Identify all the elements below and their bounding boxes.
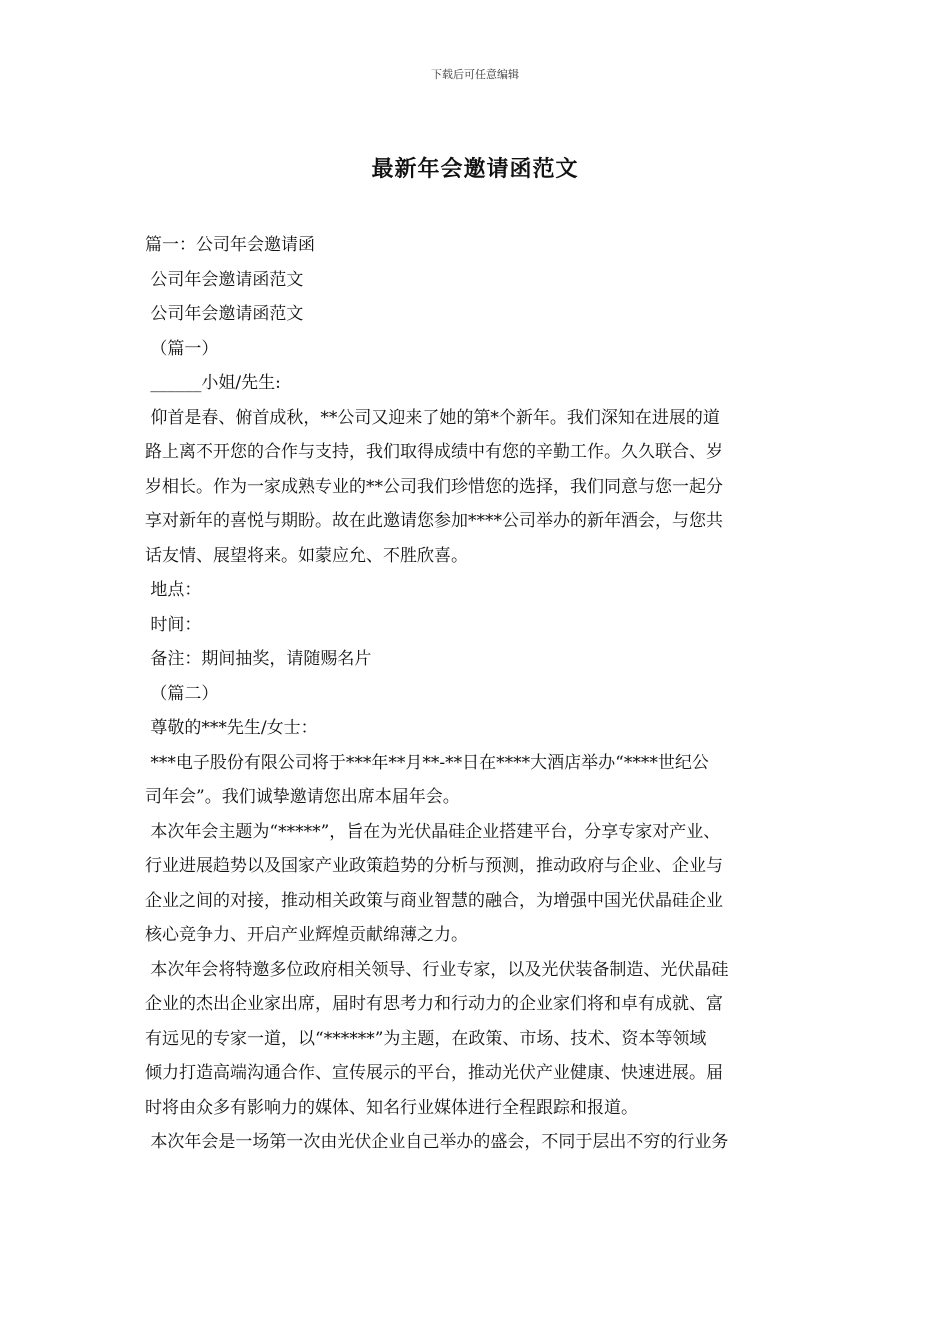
text-line: 本次年会主题为“*****”，旨在为光伏晶硅企业搭建平台，分享专家对产业、 (145, 821, 721, 842)
text-line: 岁相长。作为一家成熟专业的**公司我们珍惜您的选择，我们同意与您一起分 (145, 476, 723, 497)
text-line: ***电子股份有限公司将于***年**月**-**日在****大酒店举办“****世纪公 (145, 752, 709, 773)
text-line: 本次年会是一场第一次由光伏企业自己举办的盛会，不同于层出不穷的行业务 (145, 1132, 729, 1152)
text-line: 有远见的专家一道，以“******”为主题，在政策、市场、技术、资本等领域 (145, 1028, 707, 1049)
text-line: 仰首是春、俯首成秋，**公司又迎来了她的第*个新年。我们深知在进展的道 (145, 407, 720, 428)
text-line: 企业之间的对接，推动相关政策与商业智慧的融合，为增强中国光伏晶硅企业 (145, 890, 723, 911)
text-line: 核心竞争力、开启产业辉煌贡献绵薄之力。 (145, 925, 468, 945)
text-line: 地点： (145, 580, 202, 600)
text-line: 时将由众多有影响力的媒体、知名行业媒体进行全程跟踪和报道。 (145, 1097, 638, 1118)
header-note: 下载后可任意编辑 (431, 68, 519, 81)
text-line: 话友情、展望将来。如蒙应允、不胜欣喜。 (145, 545, 468, 566)
text-line: 尊敬的***先生/女士： (145, 718, 318, 738)
text-line: （篇一） (145, 338, 219, 359)
text-line: 篇一：公司年会邀请函 (145, 235, 315, 255)
document-title: 最新年会邀请函范文 (371, 156, 579, 182)
text-line: 路上离不开您的合作与支持，我们取得成绩中有您的辛勤工作。久久联合、岁 (145, 442, 723, 462)
text-line: （篇二） (145, 683, 219, 704)
text-line: 司年会”。我们诚挚邀请您出席本届年会。 (145, 787, 460, 807)
text-line: 公司年会邀请函范文 (145, 269, 304, 290)
text-line: 倾力打造高端沟通合作、宣传展示的平台，推动光伏产业健康、快速进展。届 (145, 1063, 723, 1083)
text-line: 行业进展趋势以及国家产业政策趋势的分析与预测，推动政府与企业、企业与 (145, 856, 723, 876)
text-line: 本次年会将特邀多位政府相关领导、行业专家，以及光伏装备制造、光伏晶硅 (145, 959, 729, 980)
text-line: 备注：期间抽奖，请随赐名片 (145, 649, 372, 669)
document-body (145, 228, 817, 1160)
text-line: 公司年会邀请函范文 (145, 304, 304, 324)
text-line: 企业的杰出企业家出席，届时有思考力和行动力的企业家们将和卓有成就、富 (145, 994, 723, 1014)
text-line: 享对新年的喜悦与期盼。故在此邀请您参加****公司举办的新年酒会，与您共 (145, 511, 723, 531)
text-line: 时间： (145, 614, 202, 635)
text-line: ______小姐/先生: (145, 373, 281, 393)
